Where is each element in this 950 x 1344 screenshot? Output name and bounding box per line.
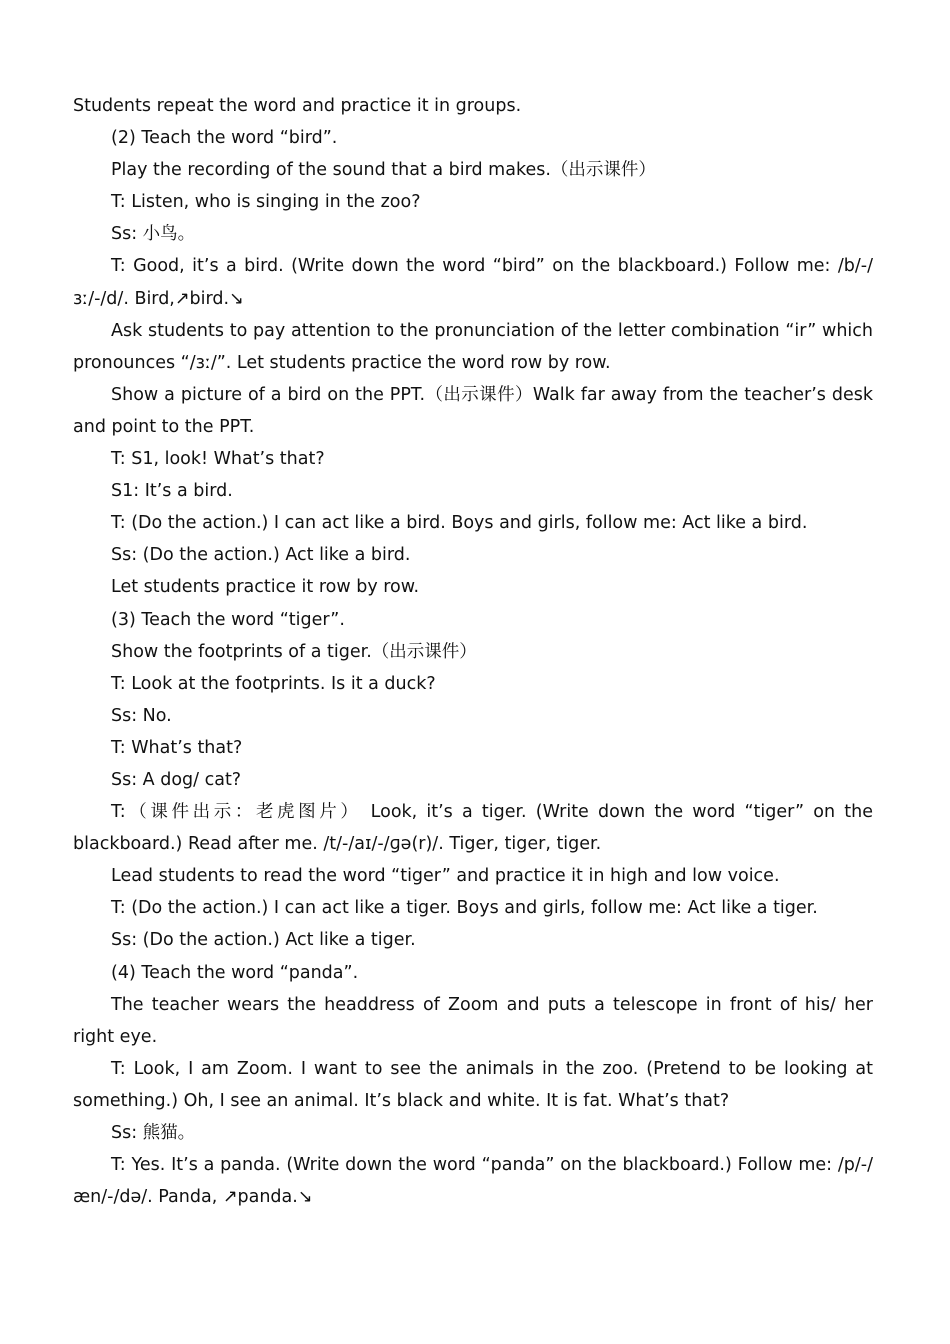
paragraph: Play the recording of the sound that a bird makes.（出示课件） xyxy=(111,160,656,181)
dialogue-line: Ss: 熊猫。 xyxy=(111,1123,196,1143)
paragraph: Students repeat the word and practice it in groups. xyxy=(73,96,522,116)
dialogue-line: T: What’s that? xyxy=(111,737,243,758)
dialogue-line: T: Listen, who is singing in the zoo? xyxy=(111,192,421,213)
dialogue-line: T:（课件出示：老虎图片） Look, it’s a tiger. (Write down the word “tiger” on the blackboard.) Read after me. /t/-/aɪ/-/ɡə(r)/. Tiger, tiger, tiger. xyxy=(73,802,873,855)
dialogue-line: T: S1, look! What’s that? xyxy=(111,449,325,470)
dialogue-line: T: (Do the action.) I can act like a bird. Boys and girls, follow me: Act like a bird. xyxy=(111,513,808,534)
dialogue-line: T: (Do the action.) I can act like a tiger. Boys and girls, follow me: Act like a tiger. xyxy=(111,898,818,919)
dialogue-line: S1: It’s a bird. xyxy=(111,481,233,502)
paragraph: Let students practice it row by row. xyxy=(111,577,420,598)
paragraph: Lead students to read the word “tiger” and practice it in high and low voice. xyxy=(111,866,780,887)
paragraph: The teacher wears the headdress of Zoom and puts a telescope in front of his/ her right eye. xyxy=(73,994,873,1047)
dialogue-line: Ss: A dog/ cat? xyxy=(111,769,242,790)
dialogue-line: Ss: (Do the action.) Act like a bird. xyxy=(111,545,411,566)
paragraph: Show the footprints of a tiger.（出示课件） xyxy=(111,641,477,662)
dialogue-line: T: Good, it’s a bird. (Write down the word “bird” on the blackboard.) Follow me: /b/-/ɜː/-/d/. Bird,↗bird.↘ xyxy=(73,256,873,309)
section-heading-tiger: (3) Teach the word “tiger”. xyxy=(111,609,345,630)
dialogue-line: Ss: 小鸟。 xyxy=(111,224,196,245)
lesson-plan-body xyxy=(73,90,873,1213)
dialogue-line: T: Look at the footprints. Is it a duck? xyxy=(111,673,436,694)
section-heading-panda: (4) Teach the word “panda”. xyxy=(111,962,359,983)
paragraph: Ask students to pay attention to the pronunciation of the letter combination “ir” which pronounces “/ɜː/”. Let students practice the word row by row. xyxy=(73,320,873,373)
dialogue-line: T: Look, I am Zoom. I want to see the animals in the zoo. (Pretend to be looking at something.) Oh, I see an animal. It’s black and white. It is fat. What’s that? xyxy=(73,1058,873,1111)
paragraph: Show a picture of a bird on the PPT.（出示课件）Walk far away from the teacher’s desk and point to the PPT. xyxy=(73,384,873,437)
section-heading-bird: (2) Teach the word “bird”. xyxy=(111,128,338,149)
dialogue-line: Ss: (Do the action.) Act like a tiger. xyxy=(111,930,416,951)
dialogue-line: Ss: No. xyxy=(111,705,172,726)
dialogue-line: T: Yes. It’s a panda. (Write down the word “panda” on the blackboard.) Follow me: /p/-/æn/-/də/. Panda, ↗panda.↘ xyxy=(73,1155,873,1208)
